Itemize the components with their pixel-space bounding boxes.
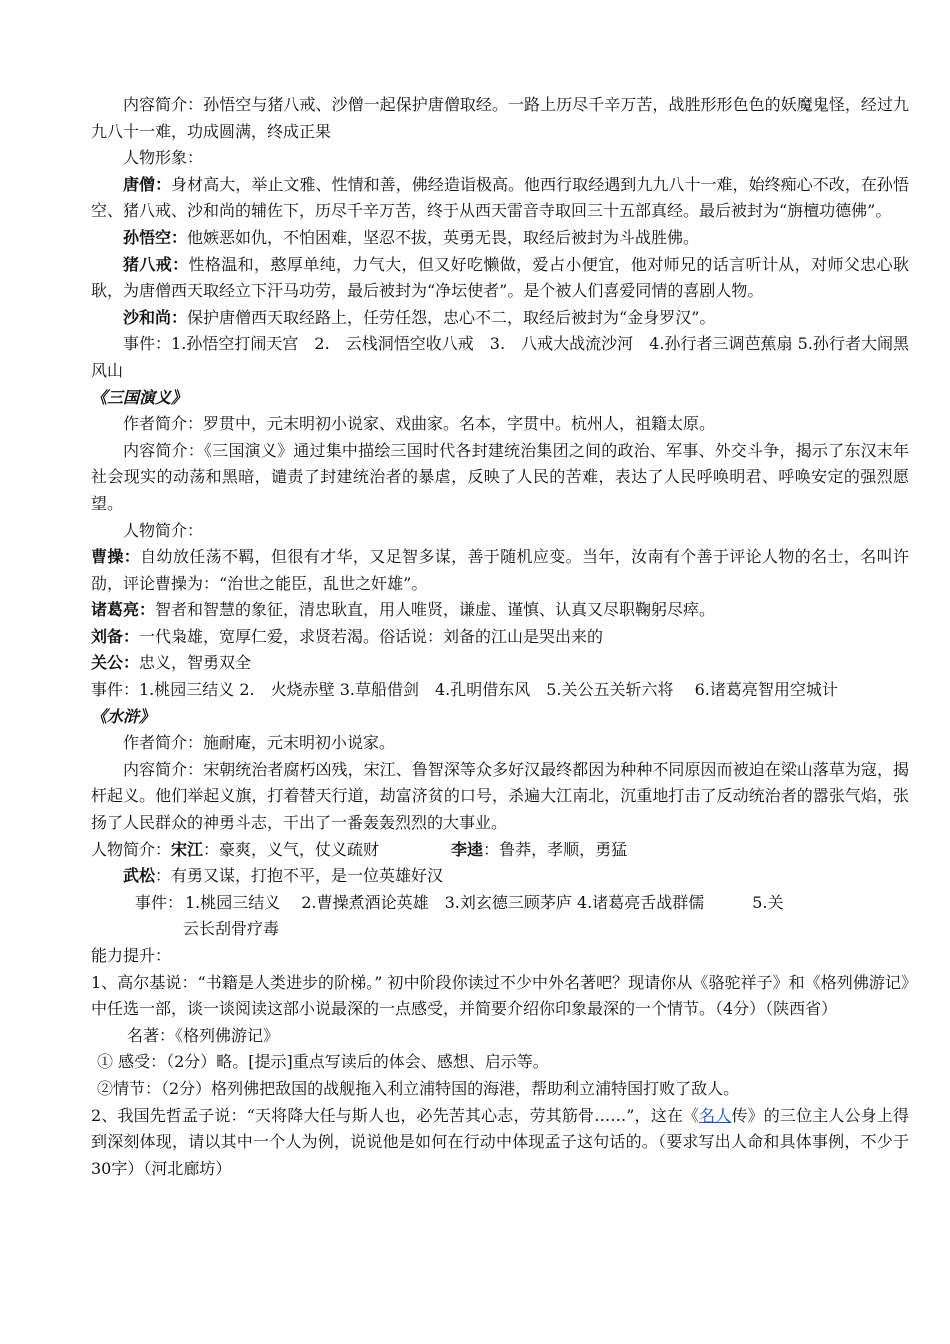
shuihu-title: 《水浒》	[91, 706, 156, 726]
q1-answer-plot: ②情节：（2分）格列佛把敌国的战舰拖入利立浦特国的海港，帮助利立浦特国打败了敌人。	[97, 1078, 740, 1098]
question-2: 2、我国先哲孟子说：“天将降大任与斯人也，必先苦其心志，劳其筋骨……”，这在《名人传》的三位主人公身上得到深刻体现，请以其中一个人为例，说说他是如何在行动中体现孟子这句话的。（要求写出人命和具体事例，不少于30字）（河北廊坊）	[91, 1105, 909, 1178]
char-caocao: 曹操：自幼放任荡不羁，但很有才华，又足智多谋，善于随机应变。当年，汝南有个善于评论人物的名士，名叫许劭，评论曹操为：“治世之能臣，乱世之奸雄”。	[91, 547, 909, 593]
xiyou-events: 事件：1.孙悟空打闹天宫 2. 云栈洞悟空收八戒 3. 八戒大战流沙河 4.孙行者三调芭蕉扇 5.孙行者大闹黑风山	[91, 334, 909, 380]
document-page	[91, 92, 909, 1182]
char-guangong: 关公：忠义，智勇双全	[91, 653, 252, 673]
xiyou-content: 内容简介：孙悟空与猪八戒、沙僧一起保护唐僧取经。一路上历尽千辛万苦，战胜形形色色的妖魔鬼怪，经过九九八十一难，功成圆满，终成正果	[91, 95, 909, 141]
char-zhubajie: 猪八戒：性格温和，憨厚单纯，力气大，但又好吃懒做，爱占小便宜，他对师兄的话言听计从，对师父忠心耿耿，为唐僧西天取经立下汗马功劳，最后被封为“净坛使者”。是个被人们喜爱同情的喜剧人物。	[91, 254, 909, 301]
char-zhugeliang: 诸葛亮：智者和智慧的象征，清忠耿直，用人唯贤，谦虚、谨慎、认真又尽职鞠躬尽瘁。	[91, 600, 716, 620]
ability-title: 能力提升：	[91, 946, 172, 965]
char-sunwukong: 孙悟空：他嫉恶如仇，不怕困难，坚忍不拔，英勇无畏，取经后被封为斗战胜佛。	[123, 227, 700, 247]
char-liubei: 刘备：一代枭雄，宽厚仁爱，求贤若渴。俗话说：刘备的江山是哭出来的	[91, 626, 604, 646]
shuihu-author: 作者简介：施耐庵，元末明初小说家。	[123, 733, 396, 753]
shuihu-characters-row: 人物简介：宋江：豪爽，义气，仗义疏财 李逵：鲁莽，孝顺，勇猛	[91, 839, 628, 859]
q1-book: 名著：《格列佛游记》	[127, 1025, 280, 1045]
sanguo-events: 事件：1.桃园三结义 2. 火烧赤壁 3.草船借剑 4.孔明借东风 5.关公五关斩六将 6.诸葛亮智用空城计	[91, 680, 838, 700]
sanguo-characters-label: 人物简介：	[123, 520, 204, 540]
sanguo-content: 内容简介：《三国演义》通过集中描绘三国时代各封建统治集团之间的政治、军事、外交斗争，揭示了东汉末年社会现实的动荡和黑暗，谴责了封建统治者的暴虐，反映了人民的苦难，表达了人民呼唤明君、呼唤安定的强烈愿望。	[91, 440, 909, 513]
xiyou-characters-label: 人物形象：	[123, 148, 204, 168]
question-1: 1、高尔基说：“书籍是人类进步的阶梯。” 初中阶段你读过不少中外名著吧？现请你从《骆驼祥子》和《格列佛游记》中任选一部，谈一谈阅读这部小说最深的一点感受，并简要介绍你印象最深的一个情节。（4分）（陕西省）	[91, 972, 909, 1019]
char-tangseng: 唐僧：身材高大，举止文雅、性情和善，佛经造诣极高。他西行取经遇到九九八十一难，始终痴心不改，在孙悟空、猪八戒、沙和尚的辅佐下，历尽千辛万苦，终于从西天雷音寺取回三十五部真经。最后被封为“旃檀功德佛”。	[91, 174, 909, 221]
char-shaheshang: 沙和尚：保护唐僧西天取经路上，任劳任怨，忠心不二，取经后被封为“金身罗汉”。	[123, 307, 716, 327]
mingren-link[interactable]: 名人	[699, 1105, 732, 1125]
sanguo-title: 《三国演义》	[91, 387, 188, 407]
shuihu-events-cont: 云长刮骨疗毒	[183, 919, 280, 939]
shuihu-content: 内容简介：宋朝统治者腐朽凶残，宋江、鲁智深等众多好汉最终都因为种种不同原因而被迫在梁山落草为寇，揭杆起义。他们举起义旗，打着替天行道，劫富济贫的口号，杀遍大江南北，沉重地打击了反动统治者的嚣张气焰，张扬了人民群众的神勇斗志，干出了一番轰轰烈烈的大事业。	[91, 759, 909, 833]
sanguo-author: 作者简介：罗贯中，元末明初小说家、戏曲家。名本，字贯中。杭州人，祖籍太原。	[123, 414, 716, 434]
shuihu-events: 事件： 1.桃园三结义 2.曹操煮酒论英雄 3.刘玄德三顾茅庐 4.诸葛亮舌战群儒 5.关	[134, 892, 784, 912]
q1-answer-feeling: ① 感受：（2分）略。[提示]重点写读后的体会、感想、启示等。	[97, 1052, 549, 1072]
char-wusong: 武松：有勇又谋，打抱不平，是一位英雄好汉	[123, 866, 444, 886]
